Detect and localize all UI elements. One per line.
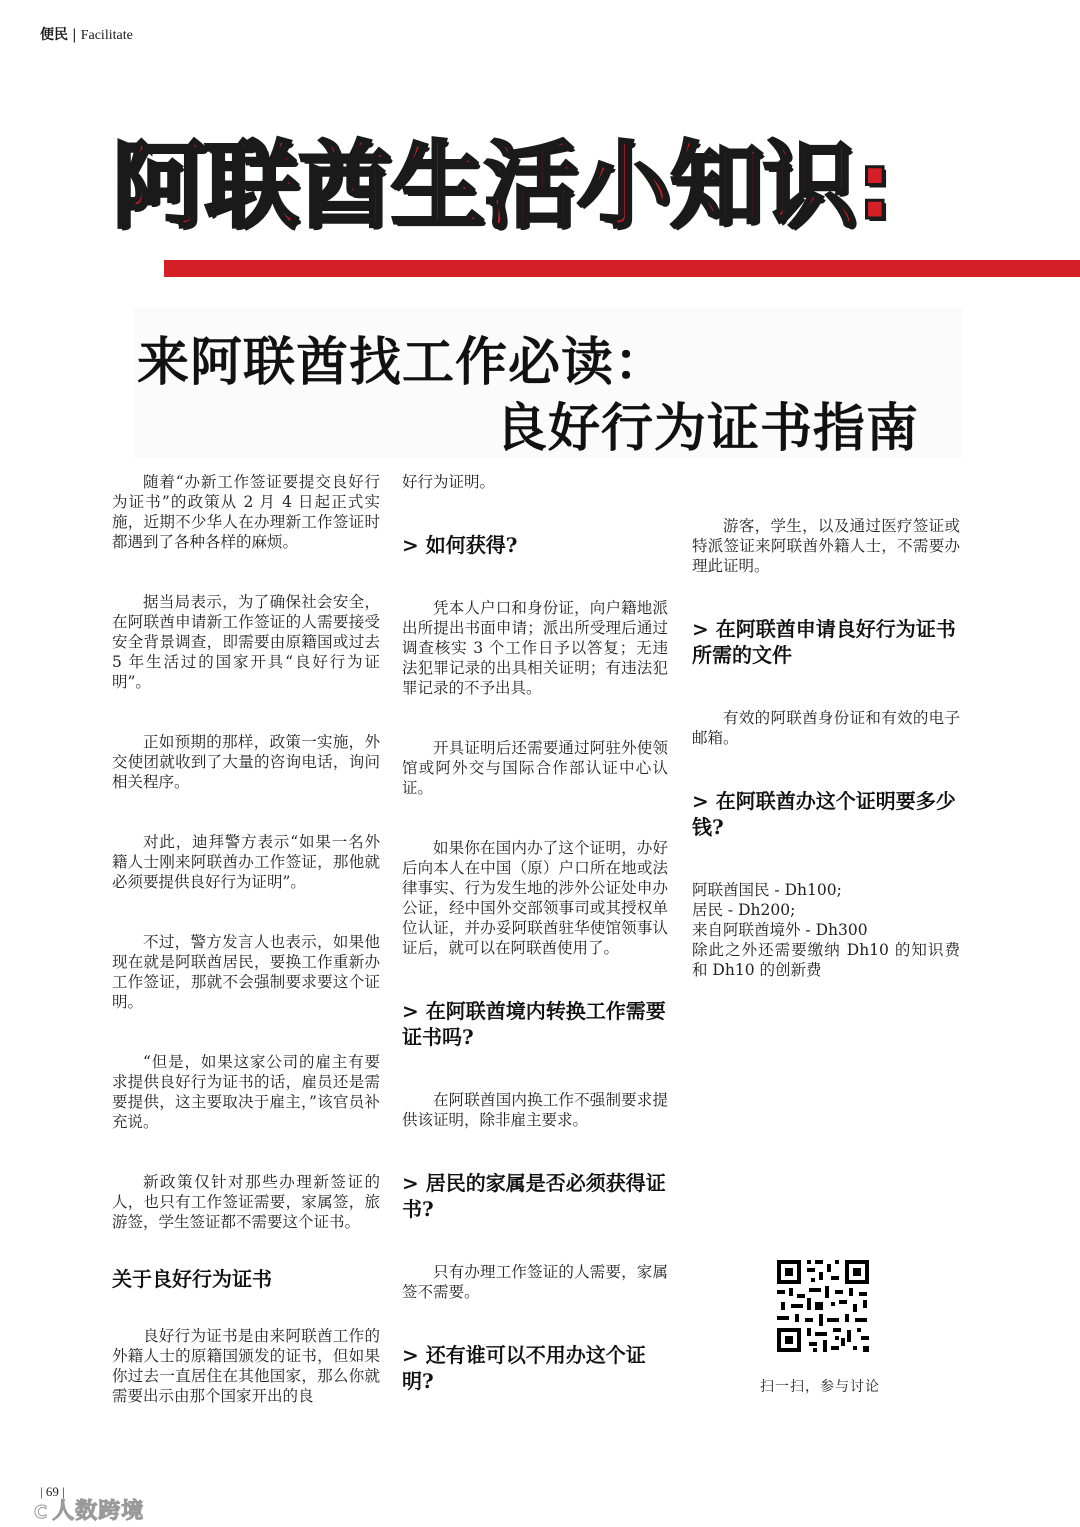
section-header bbox=[40, 24, 133, 44]
qr-code bbox=[775, 1258, 871, 1354]
paragraph: 不过，警方发言人也表示，如果他现在就是阿联酋居民，要换工作重新办工作签证，那就不会强制要求要这个证明。 bbox=[112, 933, 380, 1011]
fee-line: 阿联酋国民 - Dh100; bbox=[692, 881, 842, 899]
paragraph: 有效的阿联酋身份证和有效的电子邮箱。 bbox=[692, 709, 960, 747]
section-heading: > 居民的家属是否必须获得证书? bbox=[402, 1171, 666, 1221]
section-heading: > 在阿联酋境内转换工作需要证书吗? bbox=[402, 999, 666, 1049]
paragraph: 凭本人户口和身份证，向户籍地派出所提出书面申请；派出所受理后通过调查核实 3 个工作日予以答复；无违法犯罪记录的出具相关证明；有违法犯罪记录的不予出具。 bbox=[402, 599, 668, 697]
article-column-3 bbox=[692, 516, 960, 980]
section-heading: > 在阿联酋办这个证明要多少钱? bbox=[692, 789, 956, 839]
section-heading: > 在阿联酋申请良好行为证书所需的文件 bbox=[692, 617, 956, 667]
article-headline bbox=[133, 308, 963, 458]
paragraph: “但是，如果这家公司的雇主有要求提供良好行为证书的话，雇员还是需要提供，这主要取决于雇主，”该官员补充说。 bbox=[112, 1053, 380, 1131]
paragraph: 据当局表示，为了确保社会安全，在阿联酋申请新工作签证的人需要接受安全背景调查，即需要由原籍国或过去 5 年生活过的国家开具“良好行为证明”。 bbox=[112, 593, 380, 691]
section-heading: > 如何获得? bbox=[402, 533, 518, 557]
fee-line: 除此之外还需要缴纳 Dh10 的知识费和 Dh10 的创新费 bbox=[692, 941, 960, 979]
paragraph: 游客，学生，以及通过医疗签证或特派签证来阿联酋外籍人士，不需要办理此证明。 bbox=[692, 517, 960, 575]
section-heading: > 还有谁可以不用办这个证明? bbox=[402, 1343, 646, 1393]
paragraph: 正如预期的那样，政策一实施，外交使团就收到了大量的咨询电话，询问相关程序。 bbox=[112, 733, 380, 791]
paragraph: 良好行为证书是由来阿联酋工作的外籍人士的原籍国颁发的证书，但如果你过去一直居住在其他国家，那么你就需要出示由那个国家开出的良 bbox=[112, 1327, 380, 1405]
paragraph: 只有办理工作签证的人需要，家属签不需要。 bbox=[402, 1263, 668, 1301]
paragraph: 好行为证明。 bbox=[402, 473, 496, 491]
paragraph: 随着“办新工作签证要提交良好行为证书”的政策从 2 月 4 日起正式实施，近期不少华人在办理新工作签证时都遇到了各种各样的麻烦。 bbox=[112, 473, 380, 551]
section-heading: 关于良好行为证书 bbox=[112, 1267, 272, 1291]
section-name-en: Facilitate bbox=[80, 28, 133, 43]
paragraph: 新政策仅针对那些办理新签证的人，也只有工作签证需要，家属签，旅游签，学生签证都不需要这个证书。 bbox=[112, 1173, 380, 1231]
article-column-1 bbox=[112, 472, 380, 1406]
paragraph: 如果你在国内办了这个证明，办好后向本人在中国（原）户口所在地或法律事实、行为发生地的涉外公证处申办公证，经中国外交部领事司或其授权单位认证，并办妥阿联酋驻华使馆领事认证后，就可以在阿联酋使用了。 bbox=[402, 839, 668, 957]
section-separator: | bbox=[72, 27, 77, 43]
page-number: | 69 | bbox=[40, 1484, 65, 1499]
paragraph: 在阿联酋国内换工作不强制要求提供该证明，除非雇主要求。 bbox=[402, 1091, 668, 1129]
page-title: 阿联酋生活小知识: bbox=[112, 132, 893, 241]
fee-line: 来自阿联酋境外 - Dh300 bbox=[692, 921, 868, 939]
fee-line: 居民 - Dh200; bbox=[692, 901, 796, 919]
watermark-logo-icon: C bbox=[34, 1502, 49, 1523]
paragraph: 对此，迪拜警方表示“如果一名外籍人士刚来阿联酋办工作签证，那他就必须要提供良好行为证明”。 bbox=[112, 833, 380, 891]
paragraph: 开具证明后还需要通过阿驻外使领馆或阿外交与国际合作部认证中心认证。 bbox=[402, 739, 668, 797]
headline-line-2: 良好行为证书指南 bbox=[495, 399, 920, 459]
watermark-text: 人数跨境 bbox=[52, 1499, 145, 1524]
section-name: 便民 bbox=[40, 27, 68, 43]
watermark bbox=[34, 1494, 144, 1525]
qr-caption: 扫一扫，参与讨论 bbox=[760, 1379, 880, 1395]
headline-line-1: 来阿联酋找工作必读： bbox=[137, 333, 668, 393]
article-column-2 bbox=[402, 472, 668, 1394]
title-underline-bar bbox=[164, 260, 1080, 277]
